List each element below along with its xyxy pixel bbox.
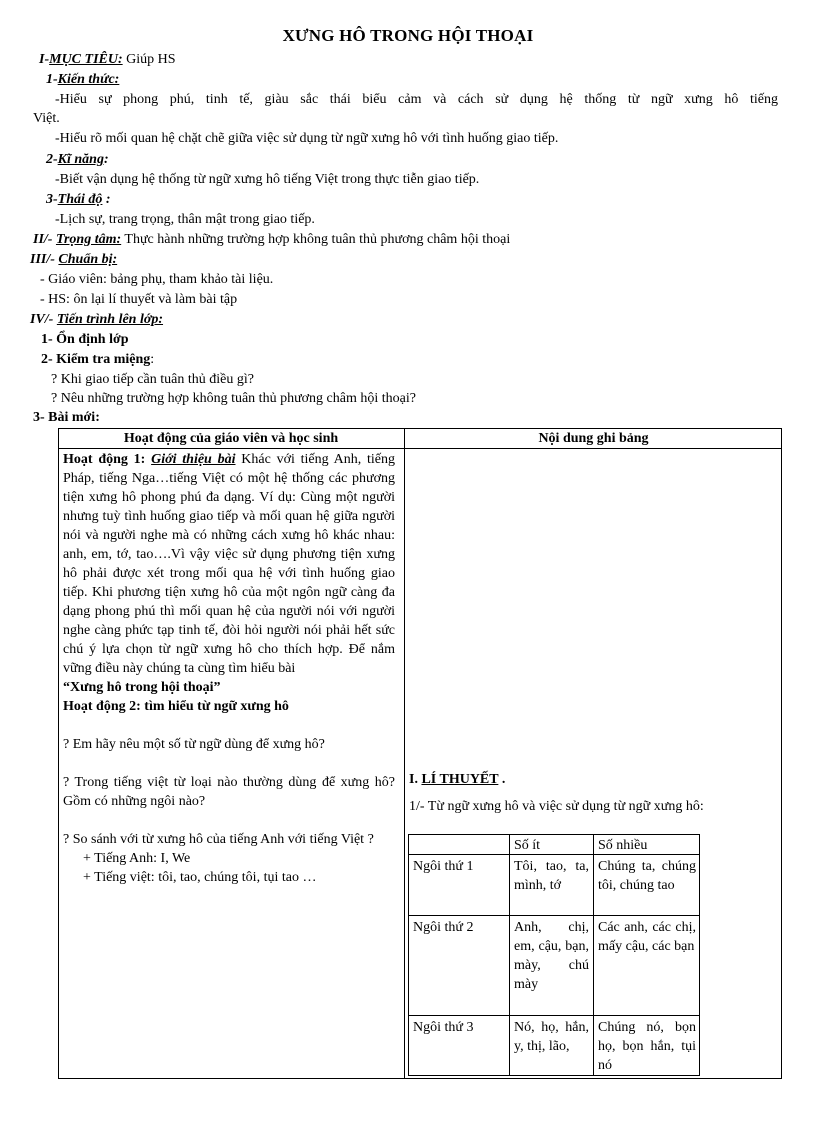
section-focus-number: II/- xyxy=(33,232,53,247)
attitude-heading xyxy=(46,190,111,209)
section-procedure-number: IV/- xyxy=(30,312,54,327)
activity-1-title: Giới thiệu bài xyxy=(151,452,236,467)
pronoun-table-divider-2 xyxy=(593,834,594,1076)
knowledge-line-1a: -Hiểu sự phong phú, tinh tế, giàu sắc thái biểu cảm và cách sử dụng hệ thống từ ngữ xưng hô tiếng xyxy=(55,92,778,107)
section-objectives-suffix: Giúp HS xyxy=(122,52,176,67)
question-2: ? Trong tiếng việt từ loại nào thường dùng để xưng hô? Gồm có những ngôi nào? xyxy=(63,775,395,809)
section-focus xyxy=(33,230,510,249)
pronoun-table-row-divider-3 xyxy=(408,1015,700,1016)
document-title: XƯNG HÔ TRONG HỘI THOẠI xyxy=(282,26,534,45)
example-english: + Tiếng Anh: I, We xyxy=(83,851,191,866)
oral-question-2: ? Nêu những trường hợp không tuân thủ phương châm hội thoại? xyxy=(51,391,416,406)
pronoun-header-plural: Số nhiều xyxy=(598,838,648,853)
section-preparation-label: Chuẩn bị: xyxy=(58,252,118,267)
lesson-table-header-right: Nội dung ghi bảng xyxy=(538,431,649,446)
pronoun-table-row-divider-2 xyxy=(408,915,700,916)
lesson-table-header-divider xyxy=(58,448,782,449)
pronoun-row-2-person: Ngôi thứ 2 xyxy=(413,920,474,935)
procedure-step-2-label: 2- Kiểm tra miệng xyxy=(41,352,151,367)
pronoun-row-3-plural: Chúng nó, bọn họ, bọn hắn, tụi nó xyxy=(598,1020,696,1073)
skills-line-1: -Biết vận dụng hệ thống từ ngữ xưng hô tiếng Việt trong thực tiễn giao tiếp. xyxy=(55,172,480,187)
pronoun-row-1-plural: Chúng ta, chúng tôi, chúng tao xyxy=(598,859,696,893)
lesson-table-header-left: Hoạt động của giáo viên và học sinh xyxy=(123,431,339,446)
activity-1-text: Khác với tiếng Anh, tiếng Pháp, tiếng Nga…tiếng Việt có một hệ thống các phương tiện xưng hô phong phú đa dạng. Ví dụ: Cùng một người nhưng tuỳ tình huống giao tiếp và mối quan hệ giữa người nói và người nghe mà có những cách xưng hô khác nhau: anh, em, tớ, tao….Vì vậy việc sử dụng phương tiện xưng hô phải được xét trong mối qua hệ với tình huống giao tiếp. Khi phương tiện xưng hô của một ngôn ngữ càng đa dạng phong phú thì mối quan hệ của người nói với người nghe càng phức tạp tinh tế, đòi hỏi người nói phải hết sức chú ý lựa chọn từ ngữ xưng hô cho thích hợp. Để nắm vững điều này chúng ta cùng tìm hiểu bài xyxy=(63,452,395,676)
section-objectives-heading xyxy=(39,50,176,69)
procedure-step-3: 3- Bài mới: xyxy=(33,410,100,425)
section-procedure-heading xyxy=(30,310,163,329)
skills-number: 2- xyxy=(46,152,58,167)
knowledge-line-2: -Hiểu rõ mối quan hệ chặt chẽ giữa việc sử dụng từ ngữ xưng hô với tình huống giao tiếp. xyxy=(55,131,559,146)
attitude-number: 3- xyxy=(46,192,58,207)
theory-dot: . xyxy=(498,772,506,787)
question-3: ? So sánh với từ xưng hô của tiếng Anh với tiếng Việt ? xyxy=(63,832,374,847)
pronoun-row-3-person: Ngôi thứ 3 xyxy=(413,1020,474,1035)
attitude-label: Thái độ xyxy=(57,192,103,207)
example-vietnamese: + Tiếng việt: tôi, tao, chúng tôi, tụi tao … xyxy=(83,870,317,885)
skills-heading xyxy=(46,150,109,169)
procedure-step-1: 1- Ổn định lớp xyxy=(41,332,129,347)
activity-1-paragraph xyxy=(63,450,395,678)
skills-label: Kĩ năng xyxy=(57,152,104,167)
activity-2-heading: Hoạt động 2: tìm hiểu từ ngữ xưng hô xyxy=(63,699,289,714)
knowledge-line-1b: Việt. xyxy=(33,111,60,126)
skills-colon: : xyxy=(103,152,109,167)
pronoun-table-divider-1 xyxy=(509,834,510,1076)
theory-heading xyxy=(409,770,777,789)
oral-question-1: ? Khi giao tiếp cần tuân thủ điều gì? xyxy=(51,372,254,387)
attitude-colon: : xyxy=(102,192,111,207)
lesson-table-column-divider xyxy=(404,428,405,1079)
pronoun-row-2-singular: Anh, chị, em, cậu, bạn, mày, chú mày xyxy=(514,920,589,992)
procedure-step-2-colon: : xyxy=(150,352,155,367)
section-focus-label: Trọng tâm: xyxy=(55,232,122,247)
pronoun-row-2-plural: Các anh, các chị, mấy cậu, các bạn xyxy=(598,920,696,954)
activity-1-prefix: Hoạt động 1: xyxy=(63,452,152,467)
pronoun-row-3-singular: Nó, họ, hắn, y, thị, lão, xyxy=(514,1020,589,1054)
knowledge-label: Kiến thức: xyxy=(57,72,120,87)
section-objectives-number: I- xyxy=(39,52,50,67)
procedure-step-2 xyxy=(41,350,154,369)
question-1: ? Em hãy nêu một số từ ngữ dùng để xưng hô? xyxy=(63,737,325,752)
pronoun-header-singular: Số ít xyxy=(514,838,541,853)
preparation-line-1: - Giáo viên: bảng phụ, tham khảo tài liệu. xyxy=(40,272,274,287)
knowledge-heading xyxy=(46,70,119,89)
theory-item-1: 1/- Từ ngữ xưng hô và việc sử dụng từ ngữ xưng hô: xyxy=(409,799,704,814)
section-preparation-heading xyxy=(30,250,117,269)
section-focus-text: Thực hành những trường hợp không tuân thủ phương châm hội thoại xyxy=(121,232,511,247)
pronoun-row-1-singular: Tôi, tao, ta, mình, tớ xyxy=(514,859,589,893)
theory-number: I. xyxy=(409,772,422,787)
teacher-student-activities xyxy=(63,450,395,887)
pronoun-row-1-person: Ngôi thứ 1 xyxy=(413,859,474,874)
section-procedure-label: Tiến trình lên lớp: xyxy=(56,312,164,327)
preparation-line-2: - HS: ôn lại lí thuyết và làm bài tập xyxy=(40,292,238,307)
attitude-line-1: -Lịch sự, trang trọng, thân mật trong giao tiếp. xyxy=(55,212,315,227)
section-preparation-number: III/- xyxy=(30,252,55,267)
section-objectives-label: MỤC TIÊU: xyxy=(49,52,123,67)
theory-label: LÍ THUYẾT xyxy=(421,772,499,787)
lesson-name-quote: “Xưng hô trong hội thoại” xyxy=(63,680,221,695)
knowledge-number: 1- xyxy=(46,72,58,87)
